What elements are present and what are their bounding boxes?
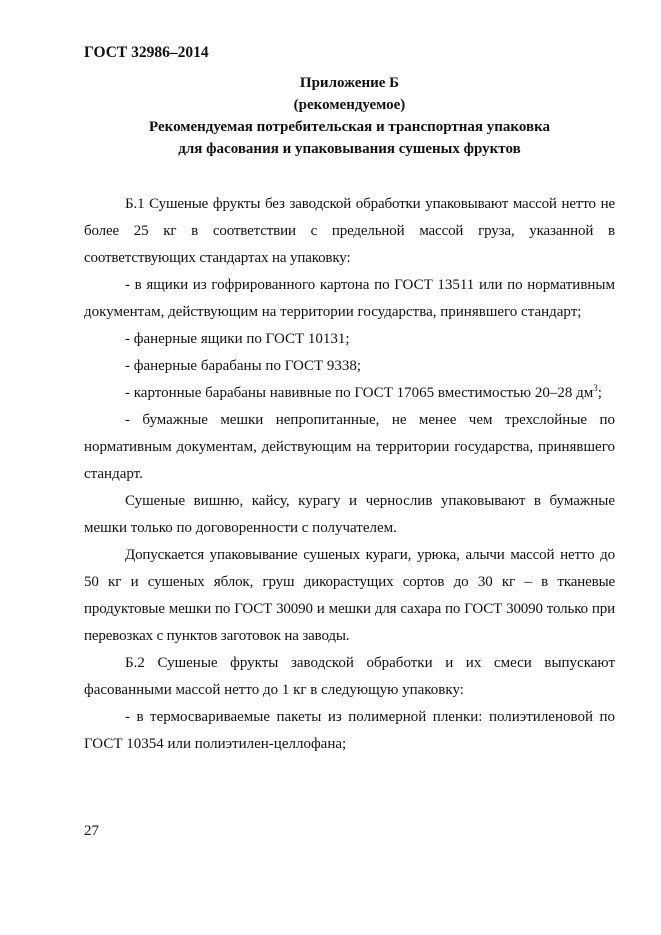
appendix-status: (рекомендуемое) xyxy=(293,97,406,113)
standard-header: ГОСТ 32986–2014 xyxy=(84,44,209,61)
appendix-title-line-2: для фасования и упаковывания сушеных фруктов xyxy=(178,141,521,157)
body-text xyxy=(84,191,615,758)
paragraph-b1: Б.1 Сушеные фрукты без заводской обработки упаковывают массой нетто не более 25 кг в соответствии с предельной массой груза, указанной в соответствующих стандартах на упаковку: xyxy=(84,196,615,266)
list-item-paper-bags: - бумажные мешки непропитанные, не менее чем трехслойные по нормативным документам, действующим на территории государства, принявшего стандарт. xyxy=(84,412,615,482)
cubic-superscript: 3 xyxy=(593,383,598,393)
list-item-corrugated-boxes: - в ящики из гофрированного картона по ГОСТ 13511 или по нормативным документам, действующим на территории государства, принявшего стандарт; xyxy=(84,277,615,320)
cardboard-drums-tail: ; xyxy=(597,385,602,401)
list-item-heat-sealed-bags: - в термосвариваемые пакеты из полимерной пленки: полиэтиленовой по ГОСТ 10354 или полиэтилен-целлофана; xyxy=(84,709,615,752)
cardboard-drums-text: - картонные барабаны навивные по ГОСТ 17065 вместимостью 20–28 дм xyxy=(125,385,594,401)
paragraph-cherries: Сушеные вишню, кайсу, курагу и чернослив упаковывают в бумажные мешки только по договоренности с получателем. xyxy=(84,493,615,536)
appendix-label: Приложение Б xyxy=(299,75,400,91)
paragraph-allowed-packing: Допускается упаковывание сушеных кураги, урюка, алычи массой нетто до 50 кг и сушеных яблок, груш дикорастущих сортов до 30 кг – в тканевые продуктовые мешки по ГОСТ 30090 и мешки для сахара по ГОСТ 30090 только при перевозках с пунктов заготовок на заводы. xyxy=(84,547,615,644)
list-item-cardboard-drums xyxy=(84,380,615,407)
paragraph-b2: Б.2 Сушеные фрукты заводской обработки и их смеси выпускают фасованными массой нетто до 1 кг в следующую упаковку: xyxy=(84,655,615,698)
list-item-plywood-boxes: - фанерные ящики по ГОСТ 10131; xyxy=(125,331,350,347)
appendix-heading xyxy=(84,72,615,160)
list-item-plywood-drums: - фанерные барабаны по ГОСТ 9338; xyxy=(125,358,362,374)
page-number: 27 xyxy=(84,823,99,839)
appendix-title-line-1: Рекомендуемая потребительская и транспортная упаковка xyxy=(149,119,550,135)
